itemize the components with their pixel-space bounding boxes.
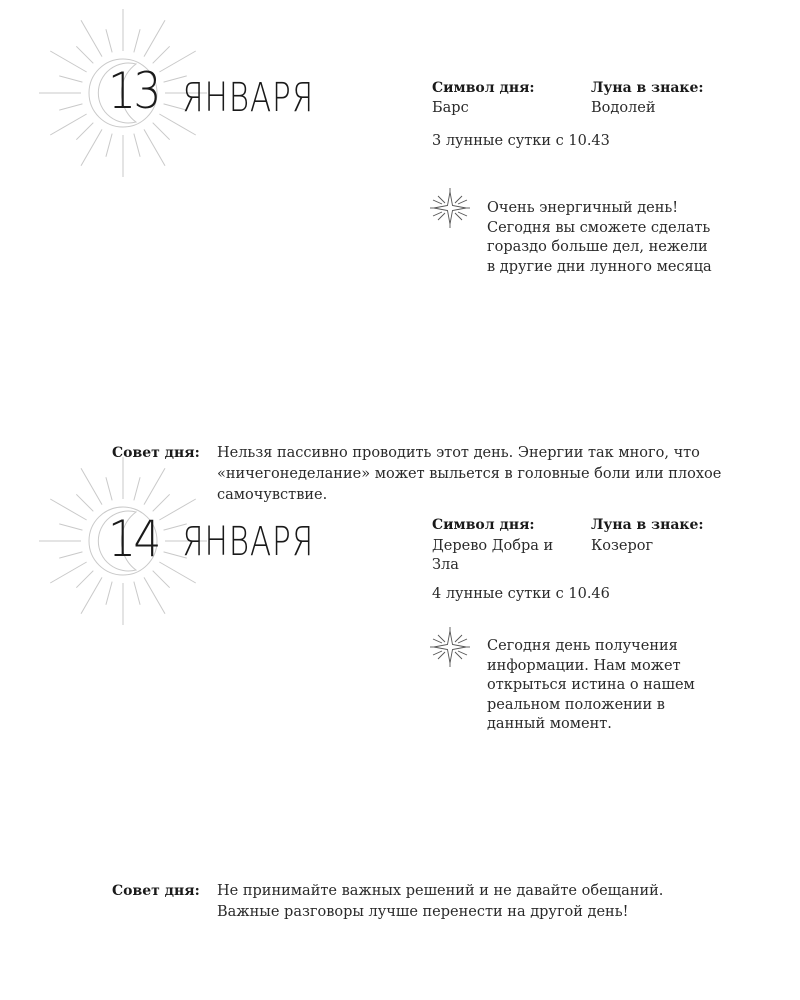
sun-ray [81,129,102,165]
advice-text: Нельзя пассивно проводить этот день. Энергии так много, что «ничегонеделание» может выльется в головные боли или плохое самочувствие. [217,445,722,503]
day-description: Сегодня день получения информации. Нам может открыться истина о нашем реальном положении в данный момент. [487,638,695,732]
symbol-label: Символ дня: [432,517,535,533]
sun-ray [153,571,170,588]
sun-ray [144,577,165,613]
moon-sign-value: Водолей [591,100,656,116]
sun-ray [106,582,112,605]
sun-ray [50,562,86,583]
sun-ray [81,20,102,56]
advice-label: Совет дня: [112,445,200,461]
sun-ray [76,123,93,140]
sparkle-star-icon [430,627,470,667]
symbol-value: Барс [432,100,469,116]
sun-ray [59,104,82,110]
sun-ray [153,494,170,511]
sun-ray [81,468,102,504]
sun-ray [106,29,112,52]
lunar-day: 4 лунные сутки с 10.46 [432,586,610,602]
month-name: ЯНВАРЯ [182,75,315,121]
sun-ray [50,114,86,135]
sun-ray [50,499,86,520]
sun-ray [76,571,93,588]
sun-ray [59,524,82,530]
sun-ray [144,468,165,504]
sun-ray [50,51,86,72]
sun-ray [81,577,102,613]
symbol-value: Дерево Добра и Зла [432,538,554,573]
sun-ray [134,134,140,157]
moon-sign-value: Козерог [591,538,654,554]
symbol-label: Символ дня: [432,80,535,96]
sun-ray [153,46,170,63]
day-number: 13 [108,62,159,120]
month-name: ЯНВАРЯ [182,519,315,565]
sun-ray [159,562,195,583]
sun-ray [59,552,82,558]
sun-ray [144,129,165,165]
sun-ray [134,29,140,52]
sparkle-star-icon [430,188,470,228]
moon-sign-label: Луна в знаке: [591,517,704,533]
day-number: 14 [108,510,159,568]
advice-text: Не принимайте важных решений и не давайте обещаний. Важные разговоры лучше перенести на другой день! [217,883,664,920]
sun-ray [106,134,112,157]
sun-ray [134,477,140,500]
advice-label: Совет дня: [112,883,200,899]
sun-ray [76,46,93,63]
day-description: Очень энергичный день! Сегодня вы сможете сделать гораздо больше дел, нежели в другие дни лунного месяца [487,200,712,275]
sun-ray [159,499,195,520]
sun-ray [144,20,165,56]
sun-ray [76,494,93,511]
lunar-day: 3 лунные сутки с 10.43 [432,133,610,149]
sun-ray [134,582,140,605]
sun-ray [153,123,170,140]
sun-ray [159,51,195,72]
moon-sign-label: Луна в знаке: [591,80,704,96]
sun-ray [106,477,112,500]
sun-ray [59,76,82,82]
